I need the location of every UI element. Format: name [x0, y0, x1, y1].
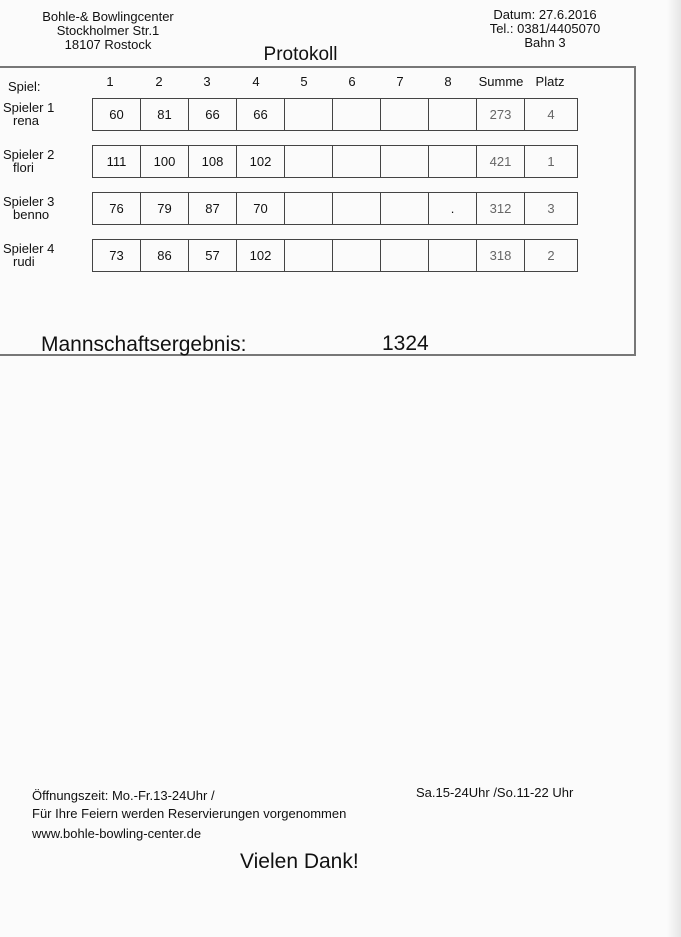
player-number: Spieler 3: [3, 194, 55, 209]
phone-text: Tel.: 0381/4405070: [489, 21, 601, 36]
score-cell-game-8: [428, 239, 477, 272]
player-label: [3, 148, 54, 174]
score-cell-game-8: [428, 98, 477, 131]
thanks-message: Vielen Dank!: [240, 850, 359, 873]
table-row: [92, 145, 578, 176]
score-cell-game-7: [380, 145, 429, 178]
website-link[interactable]: www.bohle-bowling-center.de: [32, 826, 202, 841]
score-cell-game-3: 66: [188, 98, 237, 131]
score-cell-game-5: [284, 192, 333, 225]
score-cell-game-6: [332, 192, 381, 225]
opening-hours-weekend: Sa.15-24Uhr /So.11-22 Uhr: [416, 785, 574, 800]
score-cell-game-7: [380, 239, 429, 272]
place-cell: 3: [524, 192, 578, 225]
venue-street: Stockholmer Str.1: [56, 23, 160, 38]
score-cell-game-1: 60: [92, 98, 141, 131]
score-cell-game-2: 81: [140, 98, 189, 131]
place-cell: 2: [524, 239, 578, 272]
opening-hours-weekday: Öffnungszeit: Mo.-Fr.13-24Uhr /: [32, 788, 215, 803]
place-header: Platz: [535, 74, 565, 89]
player-label: [3, 242, 54, 268]
score-cell-game-4: 102: [236, 145, 285, 178]
sum-cell: 421: [476, 145, 525, 178]
game-header-7: 7: [396, 74, 404, 89]
score-cell-game-4: 66: [236, 98, 285, 131]
score-cell-game-3: 108: [188, 145, 237, 178]
player-label: [3, 195, 54, 221]
venue-name: Bohle-& Bowlingcenter: [42, 9, 174, 24]
score-cell-game-5: [284, 145, 333, 178]
score-cell-game-8: .: [428, 192, 477, 225]
team-result-label: Mannschaftsergebnis:: [41, 333, 247, 356]
score-cell-game-6: [332, 145, 381, 178]
game-header-3: 3: [203, 74, 211, 89]
game-header-1: 1: [106, 74, 114, 89]
score-cell-game-3: 57: [188, 239, 237, 272]
player-number: Spieler 2: [3, 147, 55, 162]
game-header-5: 5: [300, 74, 308, 89]
score-cell-game-2: 100: [140, 145, 189, 178]
place-cell: 4: [524, 98, 578, 131]
score-cell-game-2: 86: [140, 239, 189, 272]
table-row: [92, 239, 578, 270]
table-row: [92, 98, 578, 129]
player-number: Spieler 1: [3, 100, 55, 115]
sum-header: Summe: [478, 74, 524, 89]
game-header-4: 4: [252, 74, 260, 89]
score-cell-game-8: [428, 145, 477, 178]
place-cell: 1: [524, 145, 578, 178]
score-cell-game-5: [284, 98, 333, 131]
player-name: rena: [13, 113, 40, 128]
sum-cell: 312: [476, 192, 525, 225]
score-cell-game-2: 79: [140, 192, 189, 225]
score-cell-game-1: 111: [92, 145, 141, 178]
sum-cell: 318: [476, 239, 525, 272]
venue-city: 18107 Rostock: [64, 37, 152, 52]
paper-edge-shadow: [667, 0, 681, 937]
score-cell-game-6: [332, 98, 381, 131]
page-title: Protokoll: [263, 44, 338, 65]
table-row: [92, 192, 578, 223]
score-cell-game-4: 70: [236, 192, 285, 225]
score-cell-game-3: 87: [188, 192, 237, 225]
game-header-label: Spiel:: [8, 79, 41, 94]
player-name: benno: [13, 207, 50, 222]
score-cell-game-1: 73: [92, 239, 141, 272]
game-header-8: 8: [444, 74, 452, 89]
score-cell-game-5: [284, 239, 333, 272]
score-cell-game-7: [380, 98, 429, 131]
date-text: Datum: 27.6.2016: [493, 7, 597, 22]
game-header-6: 6: [348, 74, 356, 89]
team-result-value: 1324: [382, 332, 429, 355]
player-name: rudi: [13, 254, 35, 269]
player-name: flori: [13, 160, 34, 175]
lane-text: Bahn 3: [524, 35, 566, 50]
score-cell-game-4: 102: [236, 239, 285, 272]
score-cell-game-1: 76: [92, 192, 141, 225]
player-label: [3, 101, 54, 127]
score-cell-game-6: [332, 239, 381, 272]
sum-cell: 273: [476, 98, 525, 131]
score-cell-game-7: [380, 192, 429, 225]
game-header-2: 2: [155, 74, 163, 89]
reservation-note: Für Ihre Feiern werden Reservierungen vorgenommen: [32, 806, 347, 821]
player-number: Spieler 4: [3, 241, 55, 256]
